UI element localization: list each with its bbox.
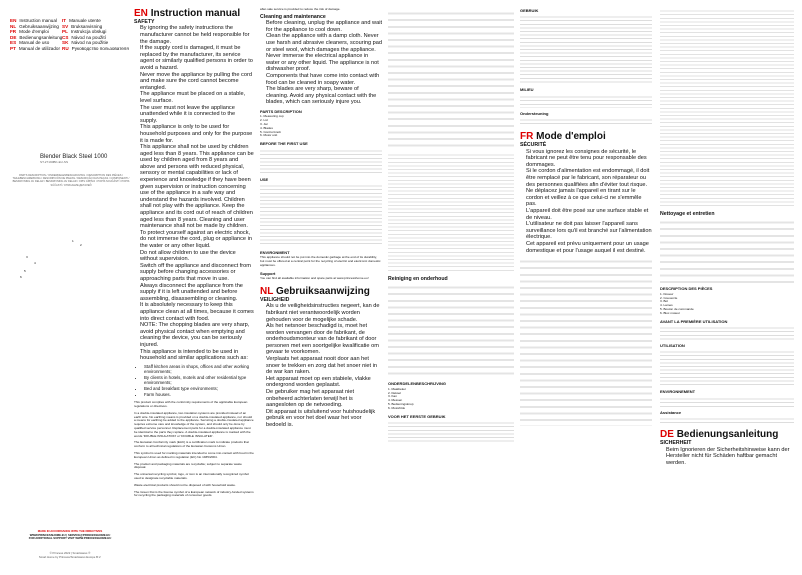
part-item: 6. Motorblok [388,405,406,410]
model-code: ST-27190BK-EU-SS [40,160,69,164]
part-item: 4. Blades [260,125,273,130]
safety-item: • L'utilisateur ne doit pas laisser l'appareil sans surveillance lors qu'il est branché sur l'alimentation électrique. [526,221,652,241]
nl-safety-list [260,303,382,428]
safety-item: • Als het netsnoer beschadigd is, moet het worden vervangen door de fabrikant, de onderhoudsmonteur van de fabrikant of door personen met een soortgelijke kwalificatie om gevaar te voorkomen. [266,323,382,356]
en-compliance-6: The universal recycling symbol, logo, or icon is an internationally recognized symbol used to designate recyclable materials. [134,472,249,480]
parts-fineprint-text: PARTS DESCRIPTION / ONDERDELENBESCHRIJVING / DESCRIPTION DES PIÈCES / TEILEBESCHREIBUNG / DESCRIPCIÓN DE PIEZAS / DESCRIÇÃO DAS PEÇAS / COMPONENTI / BESKRIVNING AV DELAR / BESKRIVNING AV DELAR / OPIS CZĘŚCI / POPIS SOUČÁSTÍ / POPIS SÚČASTÍ / ОПИСАНИЕ ДЕТАЛЕЙ [12,174,130,187]
en-use-placeholder [260,183,382,247]
model-name: Blender Black Steel 1000 [40,154,108,160]
safety-item: • Verplaats het apparaat nooit door aan het snoer te trekken en zorg dat het snoer niet in de war kan raken. [266,356,382,376]
use-item: • Bed and breakfast type environments; [144,386,254,392]
en-env-text: This appliance should not be put into the domestic garbage at the end of its durability, but must be offered at a central point for the recycling of electric and electronic domestic appliances. [260,255,381,267]
en-support-text: You can find all available information and spare parts at www.princesshome.eu! [260,276,369,281]
en-uses-list [134,364,254,398]
fr-title: FR Mode d'emploi [520,131,606,143]
copyright [10,552,130,559]
en-column [134,8,254,570]
nl-first-use-title: VOOR HET EERSTE GEBRUIK [388,413,446,419]
safety-item: • De gebruiker mag het apparaat niet onbeheerd achterlaten terwijl het is aangesloten op de netvoeding. [266,389,382,409]
safety-item: • Always disconnect the appliance from the supply if it is left unattended and before assembling, disassembling or cleaning. [140,283,254,303]
language-label: Návod na použití [71,34,106,40]
fr-parts-list [660,293,794,316]
safety-item: • This appliance shall not be used by children aged less than 8 years. This appliance can be used by children aged from 8 years and above and persons with reduced physical, sensory or mental capabilities or lack of experience and knowledge if they have been given supervision or instruction concerning use of the appliance in a safe way and understand the hazards involved. Children shall not play with the appliance. Keep the appliance and its cord out of reach of children aged less than 8 years. Cleaning and user maintenance shall not be made by children. [140,144,254,230]
clean-item: • The blades are very sharp, beware of cleaning. Avoid any physical contact with the blades, which can seriously injure you. [266,86,382,106]
fr-clean-title: Nettoyage et entretien [660,211,715,217]
language-label: Návod na použitie [71,40,109,46]
en-parts-title: PARTS DESCRIPTION [260,108,302,114]
part-item: 3. Bol [660,299,668,304]
nl-env-title: MILIEU [520,87,534,93]
en-parts-list [260,115,382,138]
part-item: 4. Lames [660,303,673,308]
fr-first-use-title: AVANT LA PREMIÈRE UTILISATION [660,318,728,324]
footer-left [10,530,130,541]
part-item: 1. Measuring cup [260,114,284,119]
en-compliance-5: The product and packaging materials are recyclable; subject to separate waste disposal. [134,461,242,470]
safety-item: • Si vous ignorez les consignes de sécurité, le fabricant ne peut être tenu pour responsable des dommages. [526,149,652,169]
language-code: ES [10,40,17,46]
part-marker: 3 [26,255,28,259]
en-safety-list [134,25,254,361]
nl-support-title: Ondersteuning [520,110,549,116]
language-item-pt [10,45,60,52]
part-item: 3. Kan [388,394,397,399]
fr-text-block [520,256,652,426]
safety-item: • NOTE: The chopping blades are very sharp, avoid physical contact when emptying and cleaning the device, you can be seriously injured. [140,322,254,348]
clean-item: • Clean the appliance with a damp cloth. Never use harsh and abrasive cleaners, scouring pad or steel wool, which damages the appliance. [266,33,382,53]
fr-fine-block [660,8,794,208]
de-title: DE Bedienungsanleitung [660,429,779,441]
part-item: 2. Lid [260,118,268,123]
en-compliance-8: The Green Dot is the license symbol of a European network of industry-funded systems for recycling the packaging materials of consumer goods. [134,489,254,498]
part-item: 2. Couvercle [660,295,678,300]
clean-item: • Before cleaning, unplug the appliance and wait for the appliance to cool down. [266,20,382,33]
en-compliance-3: The Eurasian Conformity mark (EAC) is a certification mark to indicate products that conform to all technical regulations of the Eurasian Customs Union. [134,440,249,449]
fr-use-title: UTILISATION [660,343,685,348]
safety-item: • By ignoring the safety instructions the manufacturer cannot be held responsible for the damage. [140,25,254,45]
fr-support-title: Assistance [660,409,682,415]
parts-fineprint [12,174,130,187]
nl-use-block [520,14,652,84]
en-clean-list [260,20,382,106]
en-col2-intro: after-sale service is provided to reduce the risk of damage. [260,8,341,11]
nl-title: NL Gebruiksaanwijzing [260,285,370,297]
language-code: NL [10,23,17,29]
nl-first-use-block [388,420,514,444]
language-code: SK [62,40,69,46]
fr-safety-list [520,149,652,255]
safety-item: • The user must not leave the appliance unattended while it is connected to the supply. [140,105,254,125]
part-item: 3. Jar [260,121,268,126]
safety-item: • To protect yourself against an electric shock, do not immerse the cord, plug or appliance in the water or any other liquid. [140,230,254,250]
en-compliance-1: This product complies with the conformity requirements of the applicable European regulations or directives. [134,400,248,409]
en-use-title: USE [260,176,269,182]
en-support-title: Support [260,270,276,276]
safety-item: • L'appareil doit être posé sur une surface stable et de niveau. [526,208,652,221]
fr-parts-title: DESCRIPTION DES PIÈCES [660,286,713,292]
part-marker: 5 [24,269,26,273]
language-code: SV [62,23,69,29]
copyright-line-1: © Princess 2022 | Smartwares ® [49,551,91,555]
language-code: EN [10,18,17,23]
safety-item: • This appliance is only to be used for household purposes and only for the purpose it is made for. [140,124,254,144]
fr-support-block [660,416,794,424]
safety-item: • Switch off the appliance and disconnect from supply before changing accessories or approaching parts that move in use. [140,263,254,283]
safety-item: • This appliance is intended to be used in household and similar applications such as: [140,349,254,362]
language-label: Bedienungsanleitung [19,34,63,40]
nl-parts-list [388,388,514,411]
en-compliance-4: This symbol is used for marking materials intended to come into contact with food in the European Union as defined in regulation (EC) No 1935/2004. [134,451,254,459]
fr-first-use-block [660,325,794,341]
part-item: 5. Control knob [260,129,281,134]
safety-item: • Never move the appliance by pulling the cord and make sure the cord cannot become entangled. [140,72,254,92]
fr-de-column [660,8,794,570]
de-safety-list [660,447,794,467]
nl-use-title: GEBRUIK [520,8,539,13]
fr-clean-block [660,217,794,283]
safety-item: • The appliance must be placed on a stable, level surface. [140,91,254,104]
language-code: RU [62,45,69,51]
safety-item: • Si le cordon d'alimentation est endommagé, il doit être remplacé par le fabricant, son réparateur ou des personnes qualifiées afin d'éviter tout risque. [526,168,652,188]
en-env-title: ENVIRONMENT [260,249,290,255]
product-model [40,154,115,165]
de-safety-title: SICHERHEIT [660,440,692,447]
clean-item: • Components that have come into contact with food can be cleaned in soapy water. [266,73,382,86]
part-item: 1. Maatbeker [388,386,407,391]
use-item: • By clients in hotels, motels and other residential type environments; [144,375,254,386]
en-compliance-7: Waste electrical products should not be disposed of with household waste. [134,482,236,487]
part-marker: 2 [80,243,82,247]
part-item: 5. Bedieningsknop [388,402,414,406]
part-marker: 1 [72,239,74,243]
use-item: • Staff kitchen areas in shops, offices and other working environments; [144,364,254,375]
footer-line-2: WWW.PRINCESSHOME.EU | SERVICE@PRINCESSHOME.EU [29,532,111,537]
language-label: Bruksanvisning [71,23,103,29]
safety-item: • If the supply cord is damaged, it must be replaced by the manufacturer, its service agent or similarly qualified persons in order to avoid a hazard. [140,45,254,71]
nl-text-block [388,8,514,148]
part-item: 2. Deksel [388,390,401,395]
language-label: Mode d'emploi [19,29,49,35]
language-list [10,18,129,52]
language-code: CS [62,34,69,40]
en-safety-title: SAFETY [134,19,155,25]
language-label: Руководство пользователя [71,45,129,51]
part-marker: 6 [20,275,22,279]
use-item: • Farm houses. [144,392,254,398]
part-item: 1. Doseur [660,291,674,296]
nl-column [388,8,514,570]
language-code: PL [62,29,68,35]
safety-item: • Ne déplacez jamais l'appareil en tirant sur le cordon et veillez à ce que celui-ci ne s'emmêle pas. [526,188,652,208]
nl-safety-title: VEILIGHEID [260,296,290,303]
nl-fine-block [388,152,514,272]
en-first-use-placeholder [260,148,382,174]
en-compliance-2: In a double-insulated appliance, two insulation systems are provided instead of an earth wire. No earthing means is provided on a double-insulated appliance, nor should a means for earthing be added to the appliance. Servicing a double-insulated appliance requires extreme care and knowledge of the system, and should only be done by qualified service personnel. Replacement parts for a double-insulated appliance must be identical to the parts they replace. A double-insulated appliance is marked with the words 'DOUBLE INSULATION' or 'DOUBLE INSULATED'. [134,410,254,438]
nl-clean-block [388,282,514,378]
clean-item: • Never immerse the electrical appliance in water or any other liquid. The appliance is not dishwasher proof. [266,53,382,73]
fr-safety-title: SÉCURITÉ [520,142,547,149]
part-item: 4. Messen [388,398,403,403]
nl-parts-title: ONDERDELENBESCHRIJVING [388,381,447,387]
safety-item: • Het apparaat moet op een stabiele, vlakke ondergrond worden geplaatst. [266,376,382,389]
safety-item: • Als u de veiligheidsinstructies negeert, kan de fabrikant niet verantwoordelijk worden gehouden voor de mogelijke schade. [266,303,382,323]
fr-env-block [660,396,794,408]
fr-env-title: ENVIRONNEMENT [660,389,696,395]
nl-env-block [520,94,652,108]
part-item: 6. Bloc moteur [660,310,680,315]
language-label: Gebruiksaanwijzing [19,23,59,29]
part-marker: 4 [34,261,36,265]
part-item: 6. Motor unit [260,133,278,138]
language-label: Instruction manual [19,18,57,23]
language-code: DE [10,34,17,40]
en-title: EN Instruction manual [134,8,241,19]
safety-item: • Cet appareil est prévu uniquement pour un usage domestique et pour l'usage auquel il est destiné. [526,241,652,254]
nl-support-block [520,117,652,125]
en-first-use-title: BEFORE THE FIRST USE [260,141,308,147]
part-item: 5. Bouton de commande [660,307,694,311]
language-item-ru [62,45,129,52]
language-label: Manuale utente [69,18,101,23]
language-label: Manual de uso [19,40,50,46]
nl-clean-title: Reiniging en onderhoud [388,276,448,282]
language-label: Instrukcja obsługi [70,29,107,35]
parts-diagram-area [12,200,130,510]
language-code: IT [62,18,67,23]
safety-item: • It is absolutely necessary to keep this appliance clean at all times, because it comes into direct contact with food. [140,302,254,322]
copyright-line-2: Smart Home by Princess/Smartwares Europe B.V. [38,554,102,559]
nl-fr-column [520,8,652,570]
safety-item: • Dit apparaat is uitsluitend voor huishoudelijk gebruik en voor het doel waar het voor bedoeld is. [266,409,382,429]
language-code: PT [10,45,16,51]
language-label: Manual de utilizador [18,45,60,51]
en-nl-column [260,8,382,570]
language-code: FR [10,29,17,35]
safety-item: • Beim Ignorieren der Sicherheitshinweise kann der Hersteller nicht für Schäden haftbar gemacht werden. [666,447,794,467]
fr-use-block [660,349,794,387]
footer-line-3: FOR ADDITIONAL SUPPORT VISIT WWW.PRINCESSHOME.EU [28,536,112,541]
safety-item: • Do not allow children to use the device without supervision. [140,250,254,263]
en-clean-title: Cleaning and maintenance [260,13,326,20]
footer-line-1: MADE IN ACCORDANCE WITH THE DIRECTIVES [37,529,103,533]
